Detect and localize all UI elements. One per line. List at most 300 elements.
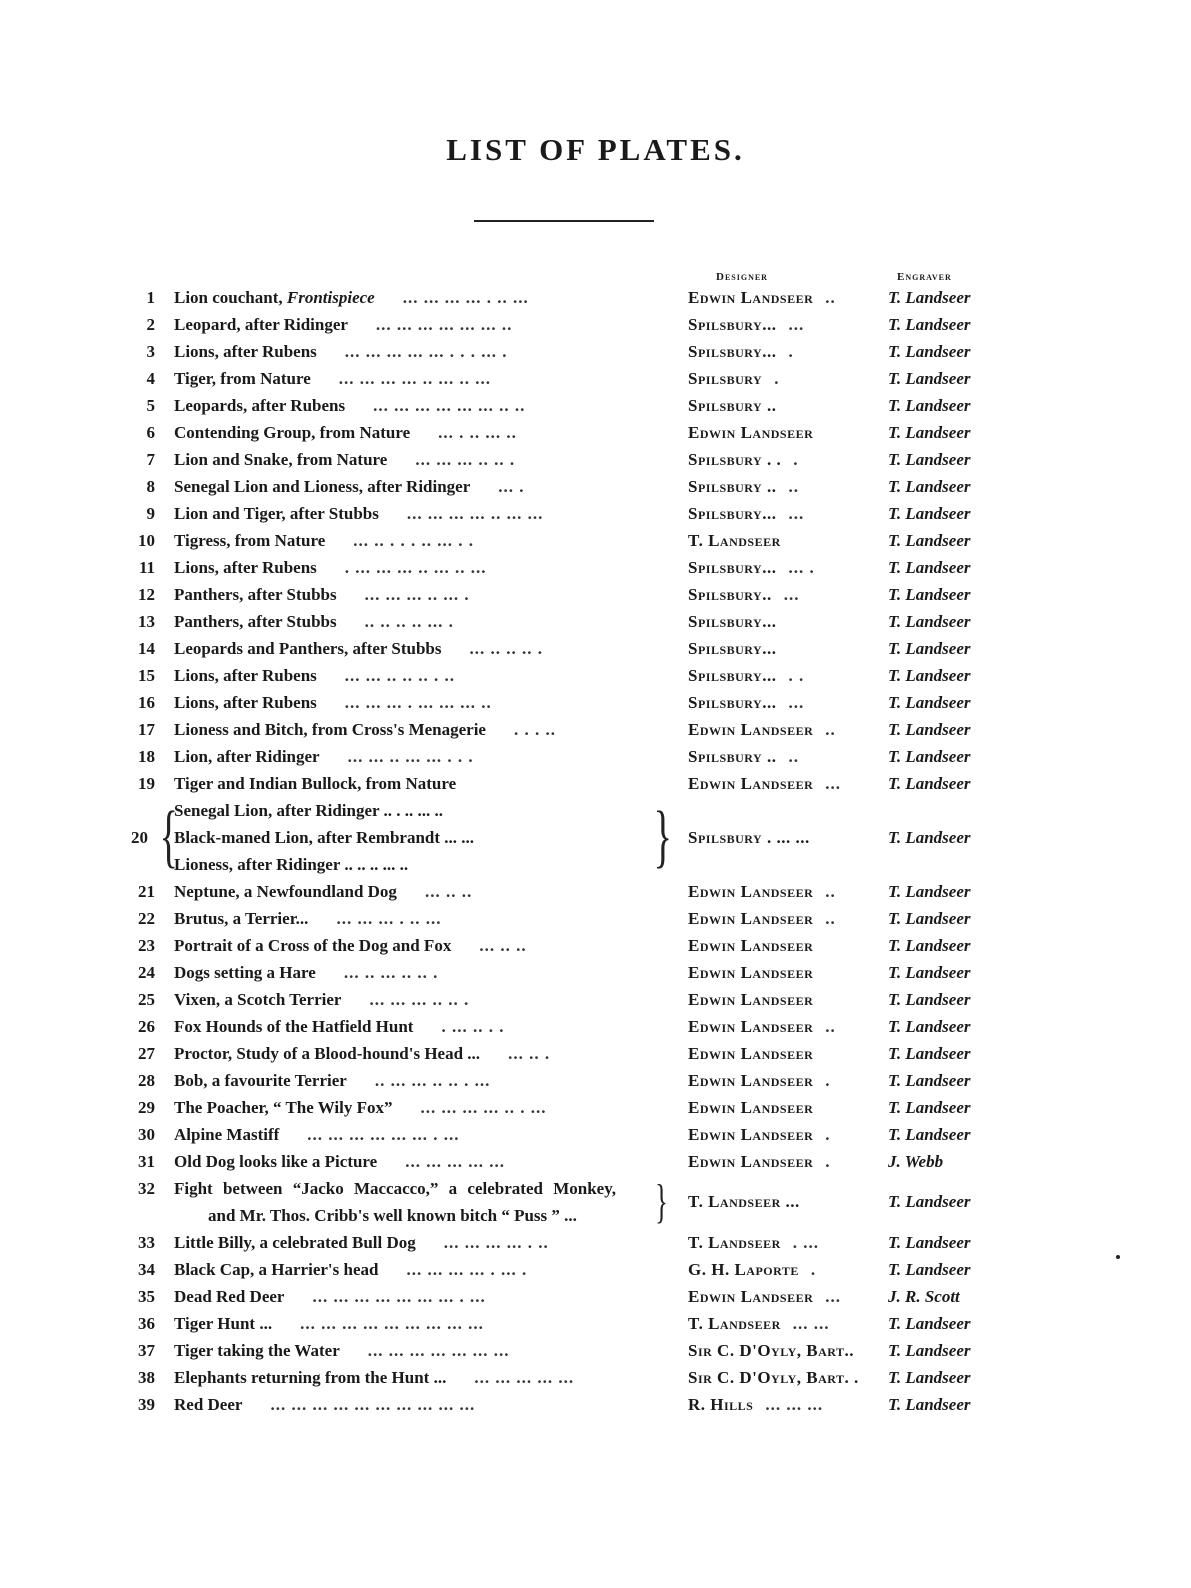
plate-engraver: T. Landseer — [888, 1071, 971, 1090]
leader-dots: ... ... ... .. ... . — [364, 585, 470, 604]
plate-designer — [688, 986, 813, 1013]
leader-dots: ... ... ... ... ... ... ... . ... — [312, 1287, 486, 1306]
plate-subject — [174, 419, 517, 446]
plate-subject-text: Panthers, after Stubbs — [174, 612, 337, 631]
plate-subject — [174, 1283, 486, 1310]
plate-subject-text: Lions, after Rubens — [174, 666, 317, 685]
plate-number: 12 — [138, 585, 155, 604]
plate-subject — [174, 608, 454, 635]
leader-dots: . — [793, 450, 799, 469]
plate-engraver: T. Landseer — [888, 1233, 971, 1252]
plate-subject-text: Lion couchant, — [174, 288, 287, 307]
leader-dots: ... . — [788, 558, 815, 577]
title-rule — [474, 220, 654, 222]
plate-designer — [688, 419, 813, 446]
leader-dots: ... .. .. — [424, 882, 473, 901]
plate-subject — [174, 743, 474, 770]
leader-dots: ... ... .. .. .. . .. — [344, 666, 456, 685]
plate-number: 13 — [138, 612, 155, 631]
plate-engraver: T. Landseer — [888, 1314, 971, 1333]
plate-subject — [174, 1013, 504, 1040]
plate-number: 23 — [138, 936, 155, 955]
leader-dots: . ... — [792, 1233, 820, 1252]
plate-subject — [174, 1391, 475, 1418]
plate-engraver: T. Landseer — [888, 1017, 971, 1036]
plate-designer-text: T. Landseer — [688, 531, 781, 550]
plate-designer-text: Spilsbury.. — [688, 585, 772, 604]
plate-number: 2 — [146, 315, 155, 334]
plate-entry-32 — [0, 1175, 1191, 1229]
leader-dots: ... .. .. — [479, 936, 527, 955]
plate-32-subject-line-2: and Mr. Thos. Cribb's well known bitch “ Puss ” ... — [208, 1206, 577, 1225]
plate-entry-11 — [0, 554, 1191, 581]
leader-dots: ... .. .. .. . — [469, 639, 543, 658]
plate-number: 30 — [138, 1125, 155, 1144]
leader-dots: . — [825, 1152, 831, 1171]
plate-subject — [174, 473, 525, 500]
plate-designer-text: Edwin Landseer — [688, 963, 814, 982]
plate-engraver: T. Landseer — [888, 612, 971, 631]
plate-number: 20 — [131, 828, 148, 847]
plate-engraver: T. Landseer — [888, 315, 971, 334]
plate-subject — [174, 635, 543, 662]
plate-subject — [174, 662, 455, 689]
plate-subject — [174, 1094, 547, 1121]
plate-designer — [688, 959, 813, 986]
leader-dots: .. — [825, 882, 836, 901]
plate-designer-text: Spilsbury... — [688, 315, 777, 334]
plate-designer — [688, 932, 813, 959]
plate-designer — [688, 1067, 831, 1094]
plate-designer-text: Edwin Landseer — [688, 882, 814, 901]
plate-20-subject-1: Senegal Lion, after Ridinger .. . .. ... .. — [174, 801, 444, 820]
plate-designer-text: Spilsbury... — [688, 612, 777, 631]
plate-subject-text: Neptune, a Newfoundland Dog — [174, 882, 397, 901]
plate-subject — [174, 554, 487, 581]
plate-subject — [174, 689, 492, 716]
leader-dots: ... ... ... ... .. . ... — [420, 1098, 547, 1117]
plate-subject-text: Little Billy, a celebrated Bull Dog — [174, 1233, 416, 1252]
plate-engraver: T. Landseer — [888, 477, 971, 496]
plate-entry-31 — [0, 1148, 1191, 1175]
plate-designer-text: Sir C. D'Oyly, Bart.. — [688, 1341, 855, 1360]
plate-number: 32 — [138, 1179, 155, 1198]
plate-number: 33 — [138, 1233, 155, 1252]
leader-dots: . . . .. — [513, 720, 556, 739]
leader-dots: . ... ... ... .. ... .. ... — [344, 558, 487, 577]
plate-subject-text: Bob, a favourite Terrier — [174, 1071, 347, 1090]
plate-designer-text: Spilsbury .. — [688, 477, 777, 496]
plate-designer-text: Edwin Landseer — [688, 990, 814, 1009]
plate-entry-28 — [0, 1067, 1191, 1094]
plate-subject-text: Tiger taking the Water — [174, 1341, 340, 1360]
plate-entry-27 — [0, 1040, 1191, 1067]
plate-number: 27 — [138, 1044, 155, 1063]
leader-dots: ... ... ... ... ... ... .. — [375, 315, 513, 334]
plate-engraver: T. Landseer — [888, 828, 971, 847]
plate-number: 14 — [138, 639, 155, 658]
plate-number: 18 — [138, 747, 155, 766]
plate-designer — [688, 1256, 816, 1283]
plate-number: 5 — [146, 396, 155, 415]
plate-engraver: T. Landseer — [888, 1395, 971, 1414]
leader-dots: .. — [825, 288, 836, 307]
plate-subject-text: Contending Group, from Nature — [174, 423, 411, 442]
plate-subject — [174, 1337, 510, 1364]
plate-engraver: T. Landseer — [888, 720, 971, 739]
leader-dots: ... ... ... ... .. ... ... — [406, 504, 544, 523]
leader-dots: ... .. . . . .. ... . . — [353, 531, 475, 550]
leader-dots: ... ... ... ... ... . . . ... . — [344, 342, 508, 361]
plates-block-b — [0, 878, 1191, 1175]
plate-subject-text: Black Cap, a Harrier's head — [174, 1260, 379, 1279]
plate-engraver: J. R. Scott — [888, 1287, 960, 1306]
plate-designer-text: Sir C. D'Oyly, Bart. . — [688, 1368, 859, 1387]
plate-designer: Spilsbury . ... ... — [688, 828, 810, 847]
plate-subject — [174, 392, 525, 419]
plate-designer-text: Edwin Landseer — [688, 909, 814, 928]
plate-entry-3 — [0, 338, 1191, 365]
plate-number: 36 — [138, 1314, 155, 1333]
leader-dots: ... .. ... .. .. . — [343, 963, 439, 982]
plate-designer-text: Spilsbury .. — [688, 396, 777, 415]
leader-dots: . . — [788, 666, 805, 685]
plate-designer — [688, 311, 804, 338]
leader-dots: . ... .. . . — [441, 1017, 505, 1036]
plate-engraver: T. Landseer — [888, 423, 971, 442]
plate-entry-26 — [0, 1013, 1191, 1040]
plate-subject-text: Lion, after Ridinger — [174, 747, 320, 766]
plate-subject-text: Lion and Tiger, after Stubbs — [174, 504, 379, 523]
plate-designer — [688, 365, 779, 392]
leader-dots: .. — [788, 747, 799, 766]
leader-dots: ... ... ... ... ... ... ... ... ... — [300, 1314, 484, 1333]
plate-entry-2 — [0, 311, 1191, 338]
plate-entry-12 — [0, 581, 1191, 608]
plate-subject — [174, 770, 456, 797]
plate-designer-text: G. H. Laporte — [688, 1260, 799, 1279]
plate-designer-text: Spilsbury... — [688, 504, 777, 523]
plate-designer — [688, 338, 794, 365]
plate-designer — [688, 1094, 813, 1121]
plate-designer-text: Edwin Landseer — [688, 1098, 814, 1117]
plate-engraver: T. Landseer — [888, 963, 971, 982]
plate-subject — [174, 365, 491, 392]
plate-number: 28 — [138, 1071, 155, 1090]
leader-dots: ... .. . — [508, 1044, 551, 1063]
plate-designer — [688, 527, 781, 554]
plate-entry-36 — [0, 1310, 1191, 1337]
plate-designer — [688, 446, 798, 473]
plate-subject — [174, 1310, 484, 1337]
leader-dots: ... . — [498, 477, 525, 496]
plate-subject-text: Leopard, after Ridinger — [174, 315, 348, 334]
plate-engraver: T. Landseer — [888, 1192, 971, 1211]
plates-list — [0, 284, 1191, 1418]
plate-designer — [688, 1040, 813, 1067]
plate-number: 21 — [138, 882, 155, 901]
plates-block-a — [0, 284, 1191, 797]
plate-designer-text: Edwin Landseer — [688, 288, 814, 307]
plate-subject-text: Panthers, after Stubbs — [174, 585, 337, 604]
plate-subject-text: Old Dog looks like a Picture — [174, 1152, 378, 1171]
plates-block-c — [0, 1229, 1191, 1418]
engraver-column-heading: Engraver — [897, 271, 952, 283]
leader-dots: ... ... ... ... . ... . — [406, 1260, 528, 1279]
plate-engraver: T. Landseer — [888, 558, 971, 577]
plate-engraver: T. Landseer — [888, 693, 971, 712]
plate-designer — [688, 284, 836, 311]
plate-entry-38 — [0, 1364, 1191, 1391]
plate-designer — [688, 743, 799, 770]
plate-designer — [688, 635, 776, 662]
plate-designer — [688, 1283, 841, 1310]
plate-20-subject-2: Black-maned Lion, after Rembrandt ... ... — [174, 828, 475, 847]
plate-subject — [174, 500, 543, 527]
plate-number: 26 — [138, 1017, 155, 1036]
plate-subject — [174, 284, 529, 311]
leader-dots: ... ... ... ... ... — [405, 1152, 505, 1171]
plate-subject-text: Red Deer — [174, 1395, 243, 1414]
plate-entry-33 — [0, 1229, 1191, 1256]
leader-dots: ... — [788, 315, 805, 334]
leader-dots: ... ... — [792, 1314, 830, 1333]
plate-entry-34 — [0, 1256, 1191, 1283]
plate-designer — [688, 905, 836, 932]
plate-entry-29 — [0, 1094, 1191, 1121]
plate-subject — [174, 1148, 505, 1175]
plate-designer — [688, 392, 776, 419]
plate-designer — [688, 473, 799, 500]
plate-entry-13 — [0, 608, 1191, 635]
leader-dots: ... — [825, 774, 842, 793]
plate-designer: T. Landseer ... — [688, 1192, 800, 1211]
plate-subject-italic: Frontispiece — [286, 288, 375, 307]
leader-dots: . — [825, 1071, 831, 1090]
plate-designer-text: Edwin Landseer — [688, 774, 814, 793]
plate-engraver: T. Landseer — [888, 1098, 971, 1117]
leader-dots: ... . .. ... .. — [438, 423, 517, 442]
plate-subject — [174, 1040, 550, 1067]
plate-subject — [174, 1256, 527, 1283]
plate-subject — [174, 932, 527, 959]
plate-designer-text: Edwin Landseer — [688, 1125, 814, 1144]
plate-designer-text: Spilsbury... — [688, 639, 777, 658]
leader-dots: .. — [825, 720, 836, 739]
plate-subject-text: Brutus, a Terrier... — [174, 909, 309, 928]
plate-subject — [174, 527, 474, 554]
plate-number: 22 — [138, 909, 155, 928]
plate-designer-text: R. Hills — [688, 1395, 754, 1414]
plate-engraver: T. Landseer — [888, 882, 971, 901]
plate-designer-text: Edwin Landseer — [688, 936, 814, 955]
plate-subject-text: Leopards and Panthers, after Stubbs — [174, 639, 442, 658]
plate-engraver: T. Landseer — [888, 585, 971, 604]
plate-subject — [174, 311, 512, 338]
plate-number: 10 — [138, 531, 155, 550]
plate-engraver: T. Landseer — [888, 1125, 971, 1144]
leader-dots: .. — [825, 909, 836, 928]
plate-designer-text: Edwin Landseer — [688, 1017, 814, 1036]
plate-subject-text: Leopards, after Rubens — [174, 396, 346, 415]
leader-dots: ... — [788, 504, 805, 523]
plate-entry-17 — [0, 716, 1191, 743]
leader-dots: . — [788, 342, 794, 361]
plate-engraver: T. Landseer — [888, 990, 971, 1009]
plate-number: 34 — [138, 1260, 155, 1279]
plate-subject-text: Lions, after Rubens — [174, 342, 317, 361]
plate-engraver: T. Landseer — [888, 450, 971, 469]
plate-subject-text: Lions, after Rubens — [174, 693, 317, 712]
leader-dots: . — [774, 369, 780, 388]
plate-designer — [688, 770, 841, 797]
plate-engraver: T. Landseer — [888, 639, 971, 658]
plate-subject — [174, 338, 508, 365]
plate-designer-text: Spilsbury . . — [688, 450, 782, 469]
plate-subject — [174, 959, 438, 986]
plate-entry-10 — [0, 527, 1191, 554]
plate-entry-18 — [0, 743, 1191, 770]
plate-entry-5 — [0, 392, 1191, 419]
leader-dots: ... ... ... ... ... — [474, 1368, 575, 1387]
plate-designer-text: Edwin Landseer — [688, 720, 814, 739]
plate-entry-9 — [0, 500, 1191, 527]
plate-subject-text: Lion and Snake, from Nature — [174, 450, 388, 469]
plate-subject-text: Dead Red Deer — [174, 1287, 285, 1306]
plate-subject-text: Tiger, from Nature — [174, 369, 311, 388]
page-title: LIST OF PLATES. — [446, 132, 745, 167]
plate-subject-text: Vixen, a Scotch Terrier — [174, 990, 342, 1009]
plate-entry-14 — [0, 635, 1191, 662]
plate-number: 29 — [138, 1098, 155, 1117]
plate-subject-text: Tiger and Indian Bullock, from Nature — [174, 774, 457, 793]
plate-number: 11 — [138, 558, 155, 577]
plate-designer — [688, 878, 836, 905]
plate-engraver: T. Landseer — [888, 288, 971, 307]
plate-designer — [688, 1337, 854, 1364]
leader-dots: ... ... ... . ... ... ... .. — [344, 693, 492, 712]
leader-dots: ... ... ... .. .. . — [415, 450, 516, 469]
plate-designer — [688, 1310, 830, 1337]
plate-number: 35 — [138, 1287, 155, 1306]
plate-subject-text: The Poacher, “ The Wily Fox” — [174, 1098, 393, 1117]
plate-designer — [688, 1121, 831, 1148]
leader-dots: ... — [825, 1287, 842, 1306]
plate-designer-text: Spilsbury... — [688, 342, 777, 361]
plate-designer-text: Edwin Landseer — [688, 1152, 814, 1171]
leader-dots: ... — [783, 585, 800, 604]
plate-engraver: T. Landseer — [888, 369, 971, 388]
plate-number: 4 — [146, 369, 155, 388]
leader-dots: ... ... ... . .. ... — [336, 909, 442, 928]
plate-entry-22 — [0, 905, 1191, 932]
plate-engraver: T. Landseer — [888, 504, 971, 523]
plate-entry-21 — [0, 878, 1191, 905]
plate-designer — [688, 1013, 836, 1040]
plate-engraver: T. Landseer — [888, 1341, 971, 1360]
leader-dots: ... — [788, 693, 805, 712]
plate-entry-8 — [0, 473, 1191, 500]
plate-engraver: T. Landseer — [888, 909, 971, 928]
plate-engraver: J. Webb — [888, 1152, 944, 1171]
leader-dots: ... ... ... ... . .. — [443, 1233, 549, 1252]
plate-designer-text: Spilsbury .. — [688, 747, 777, 766]
plate-number: 6 — [146, 423, 155, 442]
plate-20-subjects — [174, 797, 474, 878]
plate-designer-text: Edwin Landseer — [688, 1287, 814, 1306]
plate-entry-23 — [0, 932, 1191, 959]
plate-designer-text: Spilsbury... — [688, 666, 777, 685]
plate-designer — [688, 608, 776, 635]
right-brace: } — [655, 1175, 668, 1228]
plate-entry-39 — [0, 1391, 1191, 1418]
leader-dots: ... ... ... ... ... ... .. .. — [373, 396, 526, 415]
plate-number: 8 — [146, 477, 155, 496]
leader-dots: .. — [788, 477, 799, 496]
plate-subject-text: Elephants returning from the Hunt ... — [174, 1368, 447, 1387]
plate-number: 39 — [138, 1395, 155, 1414]
plate-number: 24 — [138, 963, 155, 982]
plate-number: 1 — [146, 288, 155, 307]
plate-designer — [688, 1148, 831, 1175]
plate-subject — [174, 1229, 549, 1256]
plate-entry-1 — [0, 284, 1191, 311]
leader-dots: ... ... ... ... ... ... ... — [367, 1341, 510, 1360]
plate-entry-35 — [0, 1283, 1191, 1310]
plate-subject — [174, 581, 470, 608]
plate-entry-19 — [0, 770, 1191, 797]
plate-subject-text: Tiger Hunt ... — [174, 1314, 273, 1333]
leader-dots: .. .. .. .. ... . — [364, 612, 454, 631]
plate-designer-text: T. Landseer — [688, 1233, 781, 1252]
plate-subject — [174, 905, 441, 932]
leader-dots: ... ... .. ... ... . . . — [347, 747, 474, 766]
plate-designer — [688, 554, 815, 581]
plate-designer — [688, 581, 799, 608]
leader-dots: .. — [825, 1017, 836, 1036]
plate-designer — [688, 1391, 823, 1418]
plate-number: 25 — [138, 990, 155, 1009]
plate-32-subject-line-1: Fight between “Jacko Maccacco,” a celebrated Monkey, — [174, 1179, 617, 1198]
plate-designer-text: Edwin Landseer — [688, 1071, 814, 1090]
plate-number: 15 — [138, 666, 155, 685]
leader-dots: ... ... ... ... .. ... .. ... — [338, 369, 492, 388]
page-speck — [1116, 1255, 1120, 1259]
plate-subject — [174, 1067, 490, 1094]
plate-engraver: T. Landseer — [888, 1368, 971, 1387]
plate-number: 9 — [146, 504, 155, 523]
plate-designer — [688, 662, 804, 689]
plate-entry-7 — [0, 446, 1191, 473]
plate-designer — [688, 500, 804, 527]
plate-engraver: T. Landseer — [888, 747, 971, 766]
plate-entry-30 — [0, 1121, 1191, 1148]
plate-entry-24 — [0, 959, 1191, 986]
plate-engraver: T. Landseer — [888, 396, 971, 415]
plate-subject — [174, 986, 469, 1013]
plate-engraver: T. Landseer — [888, 531, 971, 550]
plate-designer-text: Spilsbury... — [688, 558, 777, 577]
plate-designer — [688, 1364, 859, 1391]
leader-dots: ... ... ... ... ... ... . ... — [307, 1125, 460, 1144]
plate-designer — [688, 689, 804, 716]
plate-entry-16 — [0, 689, 1191, 716]
plate-number: 19 — [138, 774, 155, 793]
plate-entry-20 — [0, 797, 1191, 878]
plate-entry-15 — [0, 662, 1191, 689]
plate-subject-text: Alpine Mastiff — [174, 1125, 280, 1144]
plate-designer-text: Spilsbury... — [688, 693, 777, 712]
